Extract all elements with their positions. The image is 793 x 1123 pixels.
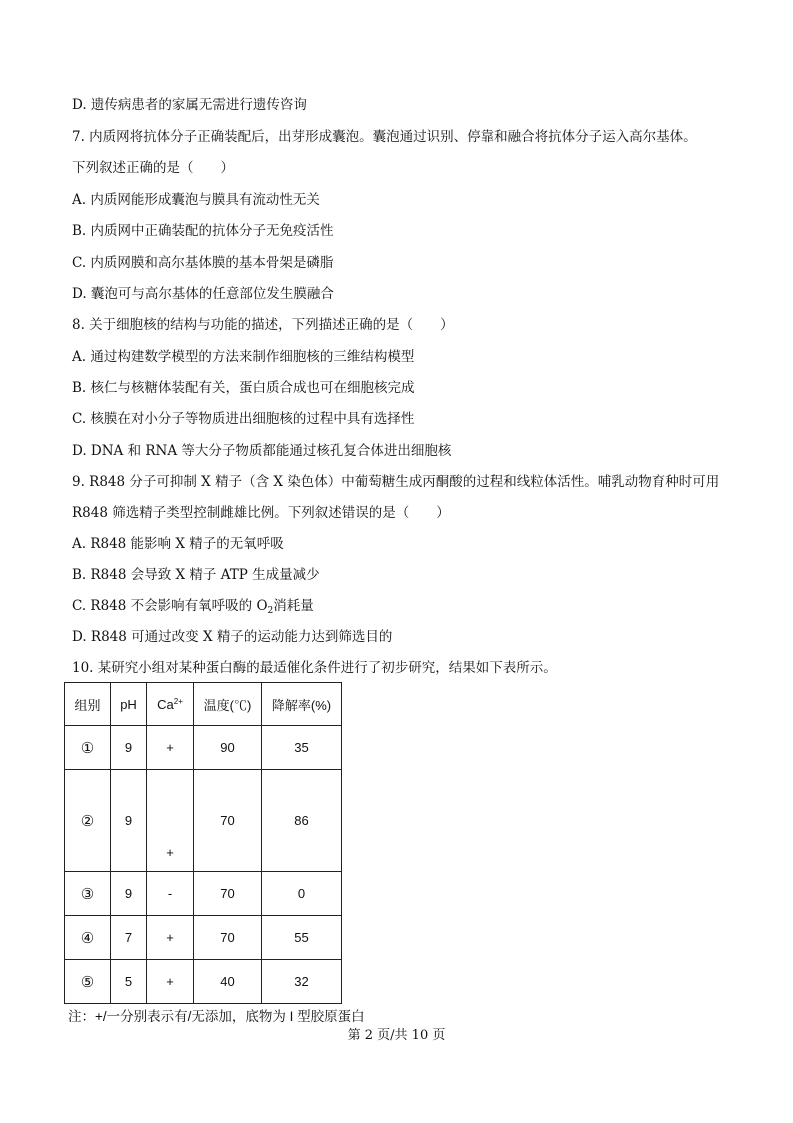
option-8a: A. 通过构建数学模型的方法来制作细胞核的三维结构模型 bbox=[72, 349, 415, 365]
table-note: 注：+/一分别表示有/无添加，底物为 I 型胶原蛋白 bbox=[68, 1009, 365, 1024]
cell-ph: 5 bbox=[111, 960, 147, 1004]
cell-temperature: 70 bbox=[194, 872, 262, 916]
header-ca: $Ca^{2+}$ bbox=[147, 683, 194, 726]
cell-group: ① bbox=[65, 726, 111, 770]
option-9b: B. R848 会导致 X 精子 ATP 生成量减少 bbox=[72, 567, 320, 583]
cell-group: ⑤ bbox=[65, 960, 111, 1004]
table-row bbox=[65, 960, 342, 1004]
option-8b: B. 核仁与核糖体装配有关，蛋白质合成也可在细胞核完成 bbox=[72, 380, 415, 396]
option-8c: C. 核膜在对小分子等物质进出细胞核的过程中具有选择性 bbox=[72, 411, 415, 427]
cell-group: ④ bbox=[65, 916, 111, 960]
option-9a: A. R848 能影响 X 精子的无氧呼吸 bbox=[72, 536, 284, 552]
option-7c: C. 内质网膜和高尔基体膜的基本骨架是磷脂 bbox=[72, 255, 334, 271]
table-row bbox=[65, 916, 342, 960]
cell-ph: 9 bbox=[111, 872, 147, 916]
option-6d: D. 遗传病患者的家属无需进行遗传咨询 bbox=[72, 97, 307, 113]
cell-ca: + bbox=[147, 770, 194, 872]
cell-ca: - bbox=[147, 872, 194, 916]
cell-ca: + bbox=[147, 960, 194, 1004]
cell-degradation: 35 bbox=[262, 726, 342, 770]
results-table bbox=[64, 682, 342, 1004]
cell-degradation: 0 bbox=[262, 872, 342, 916]
cell-temperature: 90 bbox=[194, 726, 262, 770]
option-7a: A. 内质网能形成囊泡与膜具有流动性无关 bbox=[72, 192, 320, 208]
cell-degradation: 86 bbox=[262, 770, 342, 872]
cell-degradation: 32 bbox=[262, 960, 342, 1004]
cell-group: ③ bbox=[65, 872, 111, 916]
o2-formula: $O_2$ bbox=[256, 598, 274, 616]
cell-degradation: 55 bbox=[262, 916, 342, 960]
cell-temperature: 40 bbox=[194, 960, 262, 1004]
header-temperature: 温度(℃) bbox=[194, 683, 262, 726]
option-7b: B. 内质网中正确装配的抗体分子无免疫活性 bbox=[72, 223, 334, 239]
table-row bbox=[65, 726, 342, 770]
cell-ca: + bbox=[147, 916, 194, 960]
cell-temperature: 70 bbox=[194, 916, 262, 960]
option-9c-text: C. R848 不会影响有氧呼吸的 bbox=[72, 598, 257, 614]
question-8-stem: 8. 关于细胞核的结构与功能的描述，下列描述正确的是（ ） bbox=[72, 317, 454, 333]
cell-ph: 9 bbox=[111, 770, 147, 872]
page-footer: 第 2 页/共 10 页 bbox=[347, 1028, 446, 1043]
table-row bbox=[65, 872, 342, 916]
question-7-stem-2: 下列叙述正确的是（ ） bbox=[72, 160, 234, 176]
cell-ca: + bbox=[147, 726, 194, 770]
header-degradation: 降解率(%) bbox=[262, 683, 342, 726]
option-9c bbox=[72, 597, 314, 620]
question-7-stem: 7. 内质网将抗体分子正确装配后，出芽形成囊泡。囊泡通过识别、停靠和融合将抗体分子运入高尔基体。 bbox=[72, 129, 697, 145]
cell-ph: 9 bbox=[111, 726, 147, 770]
option-8d: D. DNA 和 RNA 等大分子物质都能通过核孔复合体进出细胞核 bbox=[72, 443, 452, 459]
option-9c-tail: 消耗量 bbox=[273, 598, 314, 614]
cell-ph: 7 bbox=[111, 916, 147, 960]
question-9-stem: 9. R848 分子可抑制 X 精子（含 X 染色体）中葡萄糖生成丙酮酸的过程和线粒体活性。哺乳动物育种时可用 bbox=[72, 474, 720, 490]
table-header-row bbox=[65, 683, 342, 726]
option-9d: D. R848 可通过改变 X 精子的运动能力达到筛选目的 bbox=[72, 629, 393, 645]
header-ph: pH bbox=[111, 683, 147, 726]
option-7d: D. 囊泡可与高尔基体的任意部位发生膜融合 bbox=[72, 286, 334, 302]
question-9-stem-2: R848 筛选精子类型控制雌雄比例。下列叙述错误的是（ ） bbox=[72, 505, 450, 521]
table-row bbox=[65, 770, 342, 872]
cell-group: ② bbox=[65, 770, 111, 872]
header-group: 组别 bbox=[65, 683, 111, 726]
question-10-stem: 10. 某研究小组对某种蛋白酶的最适催化条件进行了初步研究，结果如下表所示。 bbox=[72, 660, 557, 676]
cell-temperature: 70 bbox=[194, 770, 262, 872]
